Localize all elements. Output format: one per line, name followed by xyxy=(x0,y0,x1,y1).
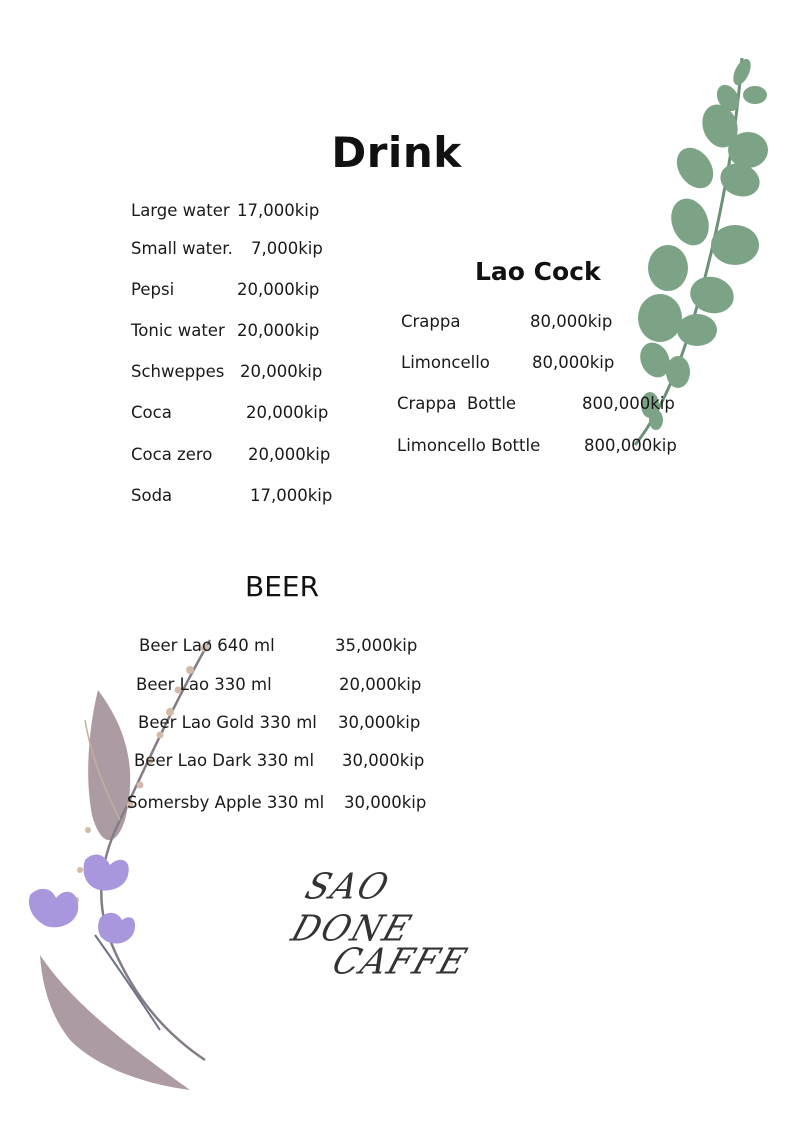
item-name: Coca zero xyxy=(131,445,213,464)
beer-heading: BEER xyxy=(245,570,320,603)
list-item: Beer Lao 330 ml xyxy=(136,675,272,694)
item-price: 30,000kip xyxy=(344,793,427,812)
item-name: Tonic water xyxy=(131,321,225,340)
list-item xyxy=(131,486,172,505)
item-name: Small water. xyxy=(131,239,233,258)
item-price: 17,000kip xyxy=(237,201,320,220)
list-item xyxy=(131,403,172,422)
item-price: 20,000kip xyxy=(339,675,422,694)
page-title: Drink xyxy=(331,128,462,177)
list-item xyxy=(131,445,212,464)
list-item: Crappa Bottle xyxy=(397,394,517,413)
list-item: Limoncello xyxy=(401,353,490,372)
item-price: 20,000kip xyxy=(240,362,323,381)
item-name: Soda xyxy=(131,486,173,505)
item-name: Schweppes xyxy=(131,362,225,381)
list-item: Somersby Apple 330 ml xyxy=(127,793,325,812)
list-item: Beer Lao Dark 330 ml xyxy=(134,751,315,770)
item-price: 20,000kip xyxy=(248,445,331,464)
list-item: Beer Lao 640 ml xyxy=(139,636,275,655)
logo-line-2: CAFFE xyxy=(327,941,474,983)
item-price: 80,000kip xyxy=(532,353,615,372)
logo-line-1: SAO DONE xyxy=(286,866,418,950)
list-item: Limoncello Bottle xyxy=(397,436,541,455)
item-name: Pepsi xyxy=(131,280,175,299)
item-price: 7,000kip xyxy=(251,239,323,258)
list-item: Crappa xyxy=(401,312,461,331)
item-price: 800,000kip xyxy=(582,394,675,413)
item-price: 30,000kip xyxy=(338,713,421,732)
item-name: Coca xyxy=(131,403,172,422)
list-item xyxy=(131,280,174,299)
list-item xyxy=(131,239,233,258)
item-price: 35,000kip xyxy=(335,636,418,655)
list-item xyxy=(131,321,225,340)
lao-cock-heading: Lao Cock xyxy=(475,257,601,286)
list-item: Beer Lao Gold 330 ml xyxy=(138,713,317,732)
item-price: 800,000kip xyxy=(584,436,677,455)
item-price: 30,000kip xyxy=(342,751,425,770)
list-item xyxy=(131,362,224,381)
item-price: 80,000kip xyxy=(530,312,613,331)
item-price: 20,000kip xyxy=(246,403,329,422)
item-price: 17,000kip xyxy=(250,486,333,505)
item-name: Large water xyxy=(131,201,230,220)
item-price: 20,000kip xyxy=(237,280,320,299)
item-price: 20,000kip xyxy=(237,321,320,340)
list-item xyxy=(131,201,230,220)
cafe-logo xyxy=(286,866,490,983)
